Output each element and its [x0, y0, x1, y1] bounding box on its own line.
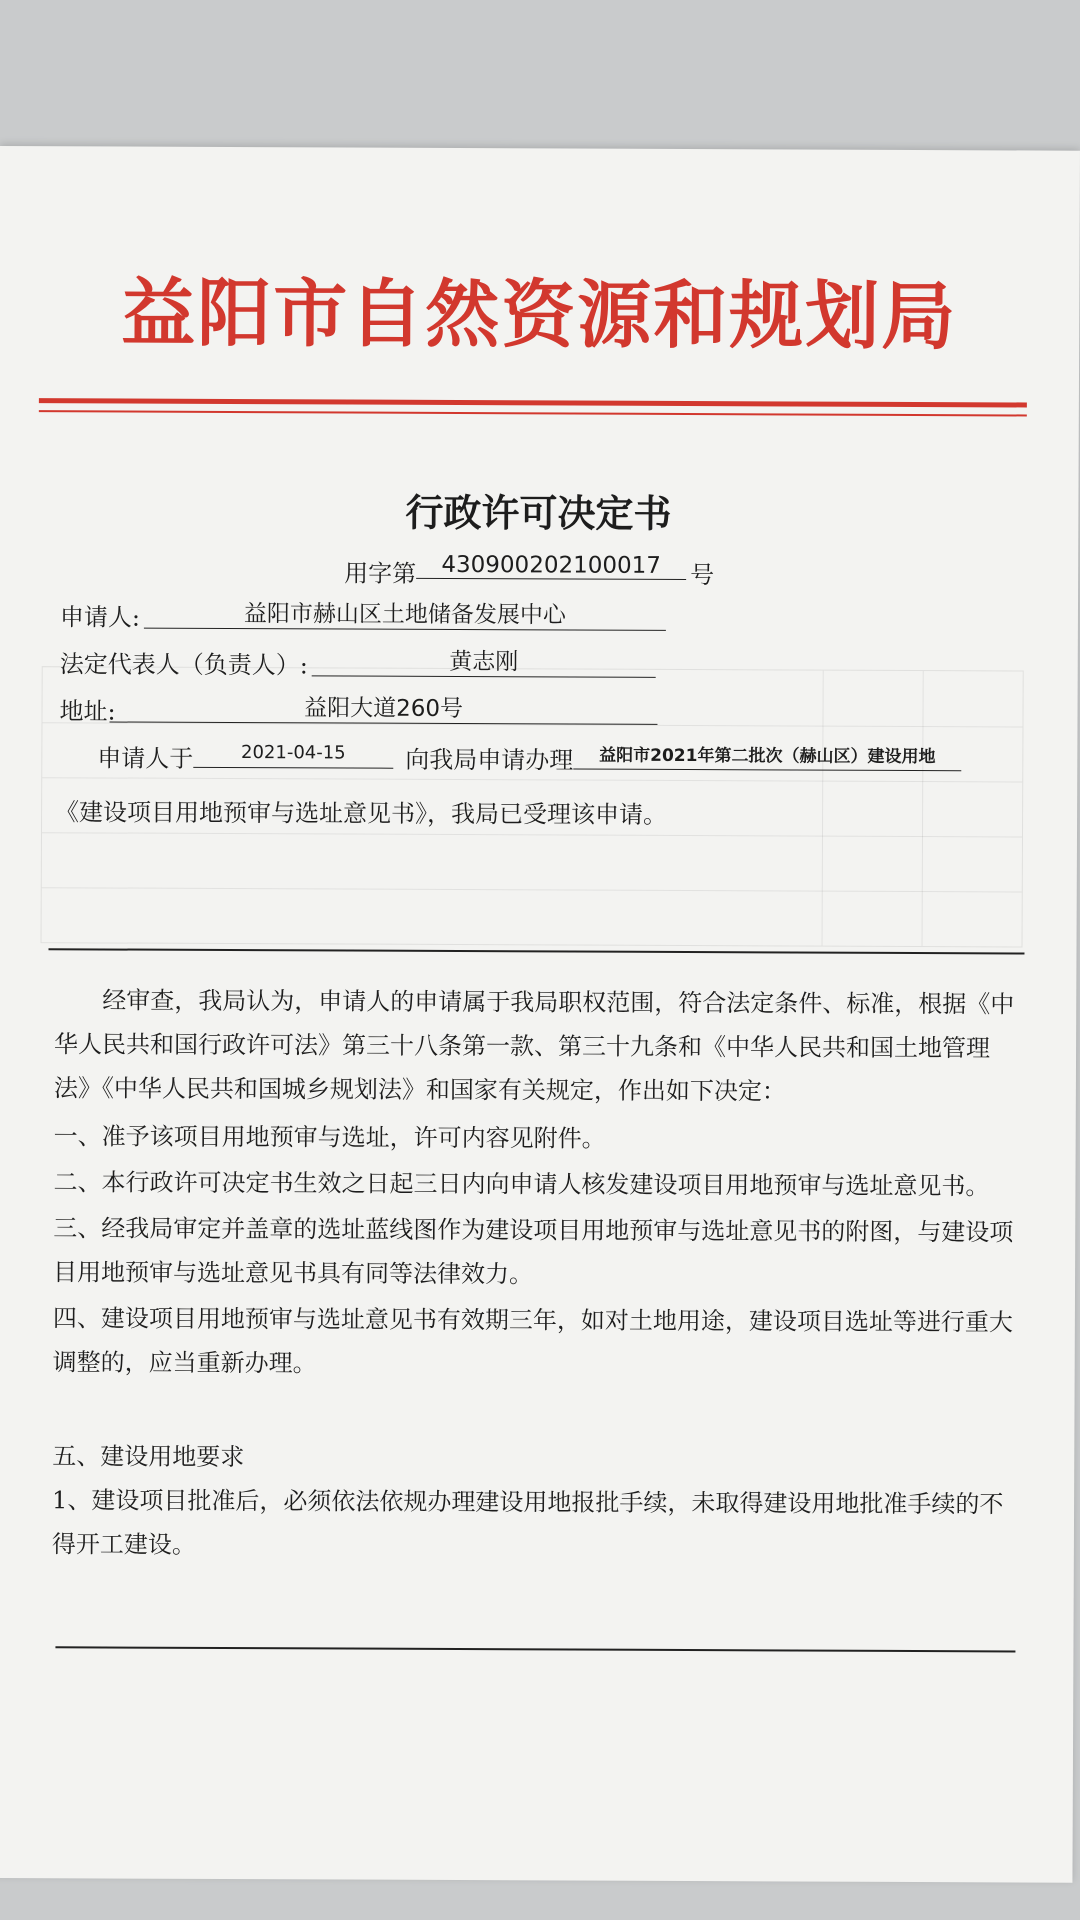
document-page — [0, 146, 1080, 1883]
document-title: 行政许可决定书 — [405, 489, 672, 536]
decision-item-1: 一、准予该项目用地预审与选址，许可内容见附件。 — [53, 1122, 606, 1153]
application-tail: 《建设项目用地预审与选址意见书》，我局已受理该申请。 — [55, 798, 668, 829]
doc-number-prefix: 用字第 — [344, 559, 417, 588]
bottom-divider — [55, 1646, 1015, 1652]
agency-letterhead: 益阳市自然资源和规划局 — [121, 270, 958, 361]
decision-item-2: 二、本行政许可决定书生效之日起三日内向申请人核发建设项目用地预审与选址意见书。 — [53, 1168, 990, 1201]
project-name: 益阳市2021年第二批次（赫山区）建设用地 — [573, 743, 961, 772]
letterhead-rule-thick — [39, 398, 1027, 407]
section-divider — [48, 948, 1024, 954]
apply-date: 2021-04-15 — [193, 739, 393, 769]
decision-item-5-heading: 五、建设用地要求 — [52, 1442, 245, 1472]
doc-number-suffix: 号 — [690, 561, 715, 590]
doc-number: 430900202100017 — [416, 552, 686, 580]
address-value: 益阳大道260号 — [109, 688, 657, 724]
decision-item-3: 三、经我局审定并盖章的选址蓝线图作为建设项目用地预审与选址意见书的附图，与建设项目用地预审与选址意见书具有同等法律效力。 — [53, 1214, 1014, 1289]
address-label: 地址: — [59, 697, 116, 726]
apply-mid: 向我局申请办理 — [405, 745, 574, 775]
decision-item-4: 四、建设项目用地预审与选址意见书有效期三年，如对土地用途，建设项目选址等进行重大调整的，应当重新办理。 — [52, 1304, 1013, 1378]
decision-item-5-1: 1、建设项目批准后，必须依法依规办理建设用地报批手续，未取得建设用地批准手续的不得开工建设。 — [51, 1486, 1004, 1559]
applicant-value: 益阳市赫山区土地储备发展中心 — [144, 595, 666, 631]
representative-label: 法定代表人（负责人）: — [59, 650, 308, 680]
apply-prefix: 申请人于 — [97, 744, 194, 773]
representative-value: 黄志刚 — [312, 642, 656, 678]
applicant-label: 申请人: — [59, 603, 141, 632]
review-paragraph: 经审查，我局认为，申请人的申请属于我局职权范围，符合法定条件、标准，根据《中华人民共和国行政许可法》第三十八条第一款、第三十九条和《中华人民共和国土地管理法》《中华人民共和国城乡规划法》和国家有关规定，作出如下决定： — [53, 986, 1015, 1106]
letterhead-rule-thin — [39, 410, 1027, 416]
